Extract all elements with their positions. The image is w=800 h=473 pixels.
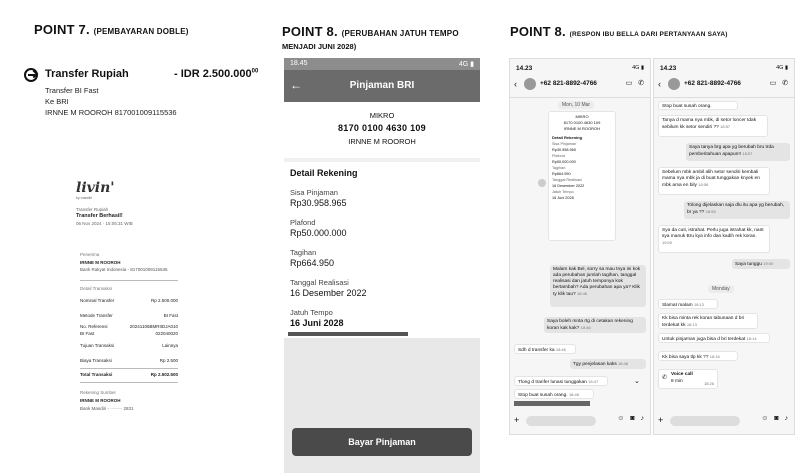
message-input[interactable] — [670, 416, 740, 426]
row-value: Rp 2.500.000 — [150, 298, 178, 303]
call-duration: 8 min — [671, 379, 683, 384]
message-text: Sya da cuti, istrahat. Perlu juga istrahat kk, nant sya manuk Bru kya info dan kadih rek koran. — [662, 228, 764, 239]
receipt-datetime: 06 Nov 2024 · 15:05:31 WIB — [76, 221, 133, 226]
field-label: Tanggal Realisasi — [290, 278, 349, 287]
receipt-total-row — [80, 372, 178, 380]
field-value: Rp664.950 — [290, 258, 335, 268]
receipt-row — [80, 358, 178, 366]
call-icons[interactable]: ▭ ✆ — [769, 80, 790, 87]
message-text: Kk bisa saya tlp kk ?? — [662, 355, 709, 360]
forward-icon[interactable] — [538, 179, 546, 187]
point8a-subtitle: (PERUBAHAN JATUH TEMPO — [341, 29, 459, 38]
message-text: Tolong dijelaskan saja dlu itu apa yg berubah, br ya ?? — [687, 203, 785, 215]
doc-line: Plafond — [552, 154, 565, 158]
outgoing-message — [686, 143, 790, 161]
whatsapp-chat-2 — [653, 58, 795, 435]
message-time: 18:48 — [568, 392, 579, 397]
highlight-marker — [514, 401, 590, 406]
source-label: Rekening Sumber — [80, 390, 117, 395]
message-time: 18:58 — [698, 182, 709, 187]
livin-logo-sub: by mandiri — [76, 196, 93, 200]
field-value: Rp30.958.965 — [290, 198, 347, 208]
outgoing-message — [544, 317, 646, 333]
transfer-amount-value: - IDR 2.500.000 — [174, 68, 252, 80]
row-value: 20241106BMRIIDJA010 — [129, 324, 178, 329]
status-signal: 4G ▮ — [458, 61, 474, 68]
source-bank: Bank Mandiri - ········ 2831 — [80, 406, 134, 411]
field-value: Rp50.000.000 — [290, 228, 347, 238]
message-time: 18:14 — [746, 336, 757, 341]
outgoing-message — [570, 359, 646, 369]
message-text: Slamat malam — [662, 303, 693, 308]
row-key: BI Fast — [80, 331, 95, 336]
message-time: 18:47 — [588, 379, 599, 384]
transfer-receipt — [66, 180, 186, 420]
recipient-label: Penerima — [80, 252, 100, 257]
doc-line: MIKRO — [575, 114, 589, 119]
message-text: Saya tanya brg apa yg berubah bru trda pemberitahuan apapun!! — [689, 145, 774, 157]
point8b-subtitle: (RESPON IBU BELLA DARI PERTANYAAN SAYA) — [569, 31, 728, 38]
incoming-message — [658, 101, 738, 110]
pay-loan-button[interactable]: Bayar Pinjaman — [292, 428, 472, 456]
account-name: IRNNE M ROOROH — [348, 137, 416, 146]
doc-line: Jatuh Tempo — [552, 190, 574, 194]
chat-header — [654, 75, 794, 98]
chat-time: 14.23 — [516, 65, 533, 72]
message-time: 18:16 — [709, 354, 720, 359]
message-input[interactable] — [526, 416, 596, 426]
detail-title: Detail Rekening — [290, 168, 358, 178]
message-text: Malam kak Bel, sorry sa mau tnya ini kok ada perubahan jumlah tagihan, tanggal realisasi dan jatuh temponya kok bertambah? Ada perubahan apa ya? Klik ty klik tau? — [553, 267, 641, 297]
message-text: Saya tunggu — [735, 262, 762, 267]
transfer-amount — [174, 68, 258, 80]
chat-time: 14.23 — [660, 65, 677, 72]
doc-line: 16 Juni 2028 — [552, 196, 574, 200]
field-label: Sisa Pinjaman — [290, 188, 338, 197]
message-text: Sebelum mbk ambil alih setor sendiri kembali mama nya mbk ja di buat tunggakan knyek en mbk ama en bily — [662, 170, 760, 188]
plus-icon[interactable]: + — [514, 415, 520, 425]
chat-header — [510, 75, 650, 98]
message-text: Tlong d tranfer lunasi tunggakan — [518, 380, 587, 385]
recipient-name: IRNNE M ROOROH — [80, 260, 121, 265]
shared-image-bubble[interactable] — [548, 111, 616, 241]
message-time: 18:57 — [742, 151, 753, 156]
call-icons[interactable]: ▭ ✆ — [625, 80, 646, 87]
date-chip: Mon, 10 Mar — [558, 101, 594, 109]
input-icons[interactable]: ☺ ◙ ♪ — [761, 415, 790, 422]
point7-heading — [34, 22, 189, 37]
message-time: 18:13 — [694, 302, 705, 307]
account-detail — [284, 162, 480, 338]
doc-line: 8170 0100 4630 109 — [563, 120, 601, 125]
doc-line: Tagihan — [552, 166, 566, 170]
outgoing-message — [684, 201, 790, 219]
input-icons[interactable]: ☺ ◙ ♪ — [617, 415, 646, 422]
chat-network: 4G ▮ — [776, 65, 788, 71]
receipt-type: Transfer Rupiah — [76, 207, 109, 212]
incoming-message — [658, 167, 770, 195]
incoming-message — [514, 376, 608, 386]
message-time: 18:46 — [555, 347, 566, 352]
scroll-down-icon[interactable]: ⌄ — [634, 378, 640, 385]
row-key: Biaya Transaksi — [80, 358, 112, 363]
contact-phone: +62 821-8892-4766 — [540, 80, 597, 87]
field-label: Jatuh Tempo — [290, 308, 333, 317]
message-time: 18:59 — [705, 209, 716, 214]
row-key: Total Transaksi — [80, 372, 113, 377]
transfer-arrow-icon — [24, 68, 38, 82]
outgoing-message — [732, 259, 790, 269]
transfer-summary — [24, 68, 274, 124]
recipient-bank: Bank Rakyat Indonesia - 817001009115536 — [80, 267, 168, 272]
app-bar-title: Pinjaman BRI — [349, 80, 415, 91]
status-time: 18.45 — [290, 60, 308, 67]
message-text: Saya boleh mnta rtg di cetakan rekening koran kak kak? — [547, 319, 633, 331]
brimo-screen — [284, 58, 480, 473]
doc-line: 16 Desember 2022 — [552, 184, 585, 188]
receipt-row — [80, 313, 178, 321]
field-label: Tagihan — [290, 248, 317, 257]
field-value: 16 Juni 2028 — [290, 318, 344, 328]
message-time: 18:46 — [580, 325, 591, 330]
point7-title: POINT 7. — [34, 22, 90, 37]
incoming-message — [658, 115, 768, 137]
row-value: BI Fast — [163, 313, 178, 318]
transfer-name: Transfer Rupiah — [45, 68, 129, 80]
incoming-message — [658, 313, 758, 329]
date-chip: Monday — [708, 285, 734, 293]
source-name: IRNNE M ROOROH — [80, 398, 121, 403]
receipt-divider — [80, 368, 178, 369]
back-arrow-icon[interactable]: ← — [290, 78, 302, 92]
transfer-recipient: IRNNE M ROOROH 817001009115536 — [45, 108, 177, 117]
incoming-message — [658, 333, 770, 343]
message-text: Untuk pinjaman juga bisa d bri terdekat — [662, 337, 746, 342]
row-value: Rp 2.502.500 — [150, 372, 178, 377]
doc-line: Rp664.950 — [552, 172, 571, 176]
receipt-divider — [80, 382, 178, 383]
doc-line: Rp50.000.000 — [552, 160, 576, 164]
receipt-row — [80, 343, 178, 351]
message-text: Kk bisa minta rek koran tabunaan d bri terdekat kk — [662, 316, 745, 328]
message-text: Stop buat susah orang. — [662, 104, 712, 109]
account-card — [284, 102, 480, 158]
chat-input-bar — [514, 414, 646, 428]
call-title: Voice call — [671, 372, 693, 377]
chat-input-bar — [658, 414, 790, 428]
whatsapp-chat-1 — [509, 58, 651, 435]
field-label: Plafond — [290, 218, 316, 227]
doc-line: Sisa Pinjaman — [552, 142, 577, 146]
doc-line: Tanggal Realisasi — [552, 178, 582, 182]
back-arrow-icon[interactable]: ‹ — [658, 79, 661, 89]
message-time: 18:13 — [686, 322, 697, 327]
message-time: 18:46 — [618, 361, 629, 366]
point7-subtitle: (PEMBAYARAN DOBLE) — [93, 27, 189, 36]
receipt-row — [80, 298, 178, 306]
row-value: Lainnya — [162, 343, 178, 348]
avatar — [524, 78, 536, 90]
row-value: 022040020 — [155, 331, 178, 336]
row-key: Nominal Transfer — [80, 298, 115, 303]
point8a-subtitle-2: MENJADI JUNI 2028) — [282, 42, 357, 51]
receipt-divider — [80, 280, 178, 281]
voice-call-bubble[interactable] — [658, 369, 718, 389]
message-text: Sdh d transfer ka — [518, 348, 555, 353]
message-time: 19:00 — [662, 240, 673, 245]
point8b-title: POINT 8. — [510, 24, 566, 39]
app-bar — [284, 70, 480, 102]
contact-phone: +62 821-8892-4766 — [684, 80, 741, 87]
account-number: 8170 0100 4630 109 — [338, 123, 426, 133]
plus-icon[interactable]: + — [658, 415, 664, 425]
incoming-message — [514, 344, 576, 354]
incoming-message — [658, 225, 770, 253]
message-time: 18:26 — [703, 381, 714, 386]
message-text: Stop buat susah orang. — [518, 393, 568, 398]
chat-network: 4G ▮ — [632, 65, 644, 71]
receipt-row — [80, 331, 178, 339]
livin-logo: livin' — [76, 180, 115, 196]
point8a-heading — [282, 24, 459, 39]
field-value: 16 Desember 2022 — [290, 288, 367, 298]
transfer-amount-cents: 00 — [251, 68, 259, 75]
message-time: 19:00 — [763, 261, 774, 266]
transfer-method: Transfer BI Fast — [45, 86, 99, 95]
message-time: 18:57 — [720, 124, 731, 129]
account-type: MIKRO — [369, 111, 395, 120]
transfer-bank: Ke BRI — [45, 97, 69, 106]
highlight-marker — [288, 332, 408, 336]
doc-line: IRNNE M ROOROH — [564, 126, 600, 131]
incoming-message — [514, 389, 594, 399]
message-text: Tanya d mama nya mbk, di setor loncer tdak sebilum kk setor sendiri ?? — [662, 118, 757, 130]
back-arrow-icon[interactable]: ‹ — [514, 79, 517, 89]
message-text: Tgy penjelasan kaks — [573, 362, 617, 367]
row-key: Metode Transfer — [80, 313, 113, 318]
row-value: Rp 2.500 — [159, 358, 178, 363]
row-key: Tujuan Transaksi — [80, 343, 115, 348]
phone-icon: ✆ — [662, 375, 668, 381]
point8a-title: POINT 8. — [282, 24, 338, 39]
detail-label: Detail Transaksi — [80, 286, 113, 291]
avatar — [668, 78, 680, 90]
doc-title: Detail Rekening — [552, 135, 583, 140]
status-bar — [284, 58, 480, 70]
doc-line: Rp30.958.965 — [552, 148, 576, 152]
row-key: No. Referensi — [80, 324, 108, 329]
message-time: 18:45 — [577, 291, 588, 296]
outgoing-message — [550, 265, 646, 307]
point8b-heading — [510, 24, 728, 39]
incoming-message — [658, 351, 738, 361]
receipt-status: Transfer Berhasil! — [76, 213, 123, 219]
incoming-message — [658, 299, 718, 309]
